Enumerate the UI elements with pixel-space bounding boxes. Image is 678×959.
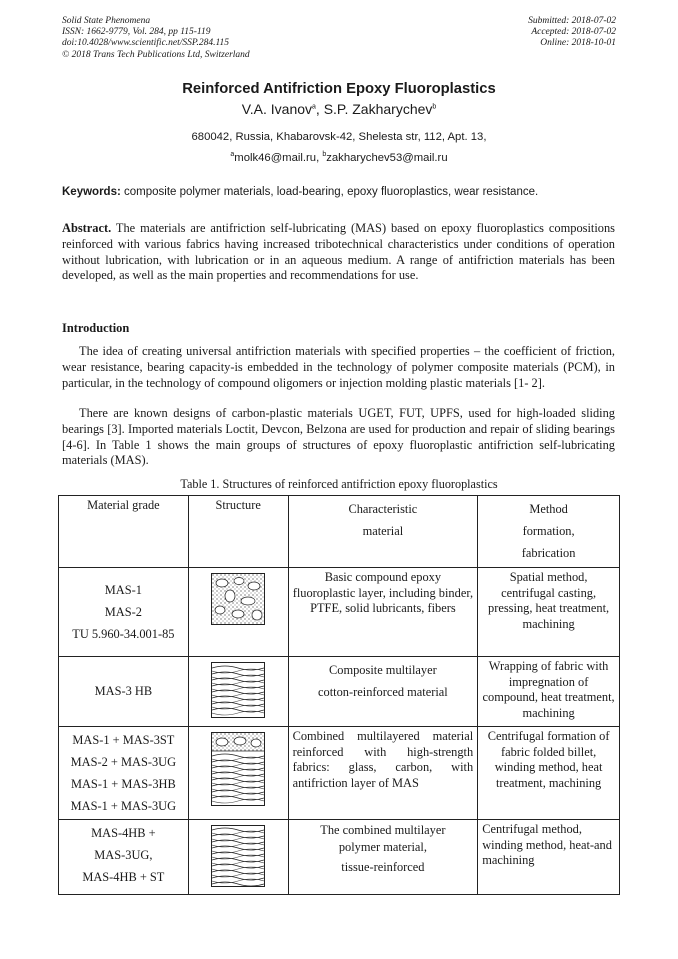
journal-copyright: © 2018 Trans Tech Publications Ltd, Switzerland	[62, 49, 250, 60]
grade-item: MAS-3 HB	[94, 683, 153, 698]
combined-structure-image	[211, 732, 265, 806]
table-caption: Table 1. Structures of reinforced antifriction epoxy fluoroplastics	[180, 477, 498, 491]
table-header-row	[59, 496, 620, 568]
grade-item: TU 5.960-34.001-85	[72, 627, 175, 641]
introduction-paragraph-2: There are known designs of carbon-plastic materials UGET, FUT, UPFS, used for high-loaded sliding bearings [3]. Imported materials Loctit, Devcon, Belzona are used for production and repair of sliding bearings [4-6]. In Table 1 shows the main groups of structures of epoxy fluoroplastic antifriction self-lubricating materials (MAS).	[62, 406, 615, 468]
affiliation-emails	[0, 152, 678, 164]
characteristic-line: Composite multilayer	[329, 663, 437, 677]
email-a-sup: a	[230, 151, 235, 159]
grade-item: MAS-1 + MAS-3UG	[70, 799, 177, 813]
abstract-label: Abstract.	[62, 221, 112, 235]
row4-characteristic	[288, 820, 478, 895]
submitted-date: Submitted: 2018-07-02	[528, 16, 616, 26]
characteristic-line: The combined multilayer	[320, 823, 446, 837]
row1-characteristic: Basic compound epoxy fluoroplastic layer, including binder, PTFE, solid lubricants, fibers	[288, 568, 478, 657]
grade-item: MAS-2	[104, 605, 142, 619]
characteristic-line: tissue-reinforced	[341, 860, 425, 874]
journal-name: Solid State Phenomena	[62, 16, 151, 26]
table-row	[59, 568, 620, 657]
row2-grades	[59, 657, 189, 727]
header-characteristic	[288, 496, 478, 568]
author2-sup: b	[432, 103, 437, 111]
row1-grades	[59, 568, 189, 657]
header-structure	[188, 496, 288, 568]
keywords	[62, 186, 616, 198]
table-row	[59, 727, 620, 820]
grade-item: MAS-1 + MAS-3HB	[70, 777, 176, 791]
abstract-text: The materials are antifriction self-lubricating (MAS) based on epoxy fluoroplastics compositions reinforced with various fabrics having increased tribotechnical characteristics under conditions of operation without lubrication, with lubrication or in an aqueous medium. A range of antifriction materials has been developed, as well as the main properties and recommendations for use.	[62, 221, 615, 283]
email-b-sup: b	[322, 151, 327, 159]
abstract	[62, 221, 615, 284]
header-method	[478, 496, 620, 568]
row3-characteristic: Combined multilayered material reinforced with high-strength fabrics: glass, carbon, with antifriction layer of MAS	[288, 727, 478, 820]
author-ivanov: V.A. Ivanov	[241, 101, 313, 117]
journal-issn: ISSN: 1662-9779, Vol. 284, pp 115-119	[62, 27, 211, 38]
grade-item: MAS-1	[104, 583, 142, 597]
table-row	[59, 657, 620, 727]
grade-item: MAS-2 + MAS-3UG	[70, 755, 177, 769]
header-material-grade	[59, 496, 189, 568]
row4-method: Centrifugal method, winding method, heat-and machining	[478, 820, 620, 895]
characteristic-line: cotton-reinforced material	[318, 685, 448, 699]
header-characteristic-line-2: material	[362, 524, 404, 538]
keywords-text: composite polymer materials, load-bearing, epoxy fluoroplastics, wear resistance.	[120, 186, 539, 198]
online-date: Online: 2018-10-01	[540, 38, 616, 49]
row2-structure	[188, 657, 288, 727]
grade-item: MAS-1 + MAS-3ST	[72, 733, 175, 747]
grade-item: MAS-4HB + ST	[82, 870, 165, 884]
authors	[0, 101, 678, 117]
grade-item: MAS-3UG,	[94, 848, 153, 862]
journal-info	[62, 16, 250, 61]
row3-method: Centrifugal formation of fabric folded billet, winding method, heat treatment, machining	[478, 727, 620, 820]
header-method-line-1: Method	[529, 502, 568, 516]
email-b: zakharychev53@mail.ru	[326, 152, 448, 164]
keywords-label: Keywords:	[62, 186, 121, 198]
structures-table	[58, 495, 620, 895]
row1-method: Spatial method, centrifugal casting, pressing, heat treatment, machining	[478, 568, 620, 657]
grade-item: MAS-4HB +	[91, 826, 156, 840]
row2-characteristic	[288, 657, 478, 727]
header-structure-label: Structure	[215, 498, 261, 512]
row3-structure	[188, 727, 288, 820]
header-grade-label: Material grade	[87, 498, 160, 512]
introduction-paragraph-1: The idea of creating universal antifriction materials with specified properties – the coefficient of friction, wear resistance, bearing capacity-is embedded in the technology of polymer composite materials (PCM), in particular, in the technology of compound oligomers or injection molding plastic materials [1- 2].	[62, 344, 615, 390]
multilayer-tissue-structure-image	[211, 825, 265, 887]
row4-structure	[188, 820, 288, 895]
row3-grades	[59, 727, 189, 820]
layered-fabric-structure-image	[211, 662, 265, 718]
introduction-heading: Introduction	[62, 321, 130, 335]
header-method-line-3: fabrication	[521, 546, 576, 560]
journal-doi: doi:10.4028/www.scientific.net/SSP.284.115	[62, 38, 230, 49]
author1-sup: a	[312, 103, 316, 111]
author-separator: ,	[315, 101, 324, 117]
email-separator: ,	[316, 152, 323, 164]
affiliation-address: 680042, Russia, Khabarovsk-42, Shelesta str, 112, Apt. 13,	[191, 131, 487, 143]
row1-structure	[188, 568, 288, 657]
characteristic-line: polymer material,	[338, 840, 427, 854]
dates-info	[528, 16, 616, 50]
row4-grades	[59, 820, 189, 895]
author-zakharychev: S.P. Zakharychev	[323, 101, 433, 117]
header-characteristic-line-1: Characteristic	[348, 502, 418, 516]
row2-method: Wrapping of fabric with impregnation of compound, heat treatment, machining	[478, 657, 620, 727]
particle-structure-image	[211, 573, 265, 625]
header-method-line-2: formation,	[522, 524, 575, 538]
email-a: molk46@mail.ru	[234, 152, 317, 164]
paper-title: Reinforced Antifriction Epoxy Fluoroplastics	[182, 81, 496, 97]
table-row	[59, 820, 620, 895]
accepted-date: Accepted: 2018-07-02	[531, 27, 616, 38]
